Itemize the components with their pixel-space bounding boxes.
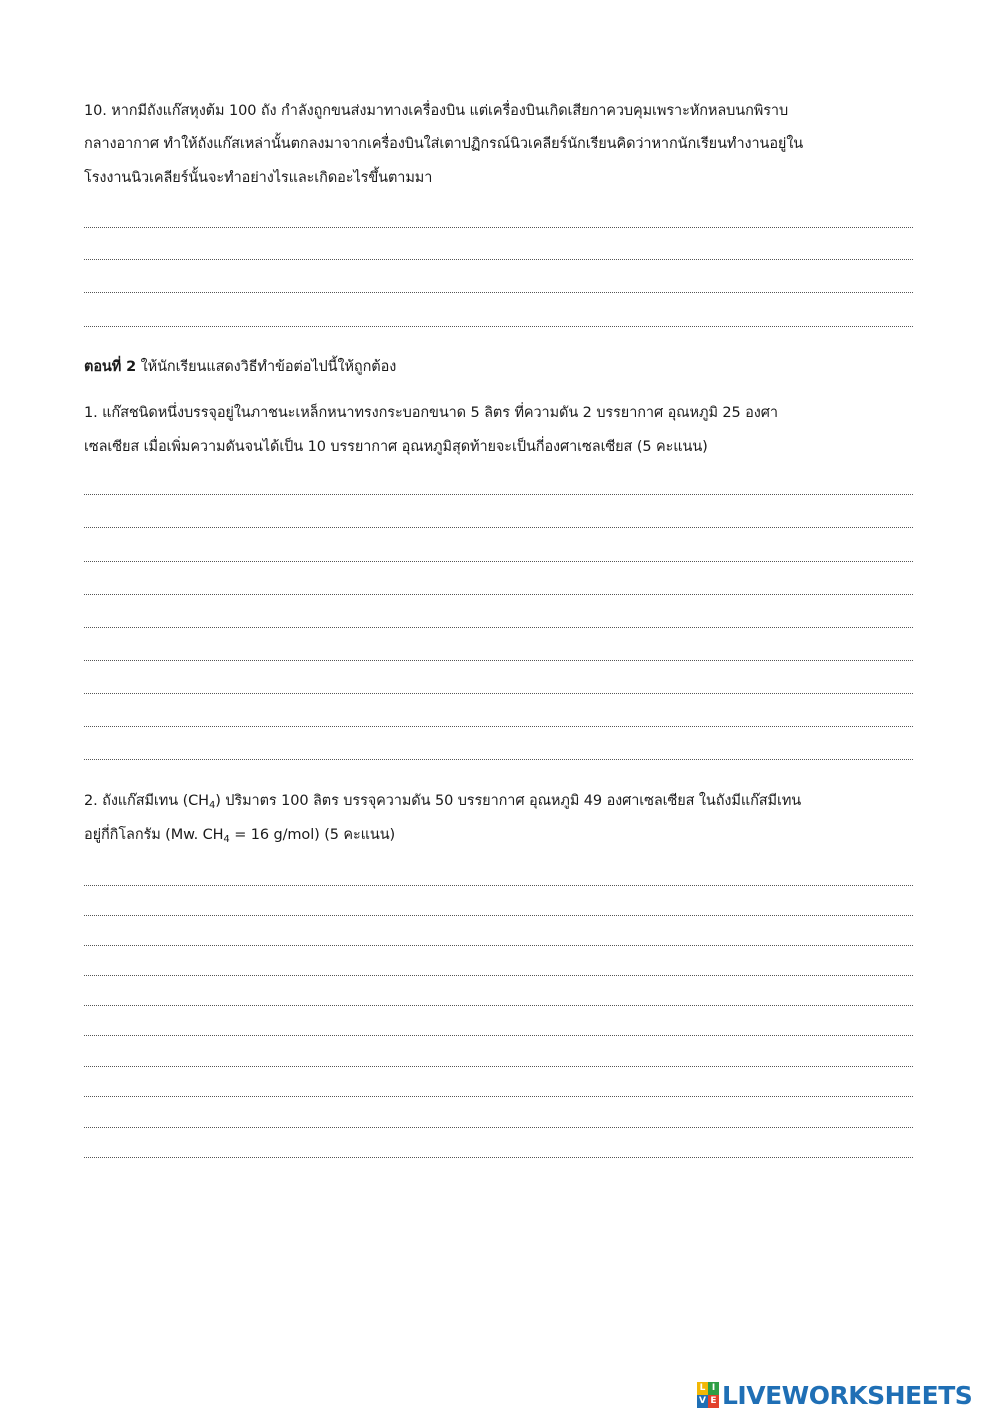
question-2-line-2: [84, 825, 395, 850]
answer-line[interactable]: [84, 726, 913, 727]
answer-line[interactable]: [84, 693, 913, 694]
part-2-heading: [84, 357, 396, 377]
answer-line[interactable]: [84, 885, 913, 886]
subscript-4: 4: [208, 800, 216, 811]
part-2-instruction: ให้นักเรียนแสดงวิธีทำข้อต่อไปนี้ให้ถูกต้อง: [136, 359, 397, 375]
liveworksheets-logo: [697, 1380, 972, 1410]
answer-line[interactable]: [84, 1035, 913, 1036]
answer-line[interactable]: [84, 1005, 913, 1006]
answer-line[interactable]: [84, 660, 913, 661]
answer-line[interactable]: [84, 1157, 913, 1158]
question-1-line-2: เซลเซียส เมื่อเพิ่มความดันจนได้เป็น 10 บรรยากาศ อุณหภูมิสุดท้ายจะเป็นกี่องศาเซลเซียส (5 คะแนน): [84, 439, 708, 455]
liveworksheets-logo-mark-icon: [697, 1382, 719, 1408]
answer-line[interactable]: [84, 1096, 913, 1097]
logo-text: LIVEWORKSHEETS: [722, 1380, 973, 1410]
question-2-line-2-post: = 16 g/mol) (5 คะแนน): [229, 827, 396, 843]
answer-line[interactable]: [84, 975, 913, 976]
question-10-line-3: โรงงานนิวเคลียร์นั้นจะทำอย่างไรและเกิดอะไรขึ้นตามมา: [84, 170, 433, 186]
answer-line[interactable]: [84, 1127, 913, 1128]
answer-line[interactable]: [84, 259, 913, 260]
answer-line[interactable]: [84, 627, 913, 628]
question-2-line-1-post: ) ปริมาตร 100 ลิตร บรรจุความดัน 50 บรรยากาศ อุณหภูมิ 49 องศาเซลเซียส ในถังมีแก๊สมีเทน: [215, 793, 802, 809]
logo-mark-letter: E: [708, 1395, 719, 1408]
answer-line[interactable]: [84, 945, 913, 946]
question-1-line-1: 1. แก๊สชนิดหนึ่งบรรจุอยู่ในภาชนะเหล็กหนาทรงกระบอกขนาด 5 ลิตร ที่ความดัน 2 บรรยากาศ อุณหภูมิ 25 องศา: [84, 405, 778, 421]
part-2-label: ตอนที่ 2: [84, 359, 137, 375]
answer-line[interactable]: [84, 292, 913, 293]
subscript-4: 4: [223, 834, 230, 845]
answer-line[interactable]: [84, 759, 913, 760]
answer-line[interactable]: [84, 594, 913, 595]
answer-line[interactable]: [84, 561, 913, 562]
logo-mark-letter: V: [697, 1395, 708, 1408]
answer-line[interactable]: [84, 326, 913, 327]
logo-mark-letter: I: [708, 1382, 719, 1395]
answer-line[interactable]: [84, 527, 913, 528]
question-2-line-1: [84, 791, 801, 816]
answer-line[interactable]: [84, 494, 913, 495]
logo-mark-letter: L: [697, 1382, 708, 1395]
question-10-line-2: กลางอากาศ ทำให้ถังแก๊สเหล่านั้นตกลงมาจากเครื่องบินใส่เตาปฏิกรณ์นิวเคลียร์นักเรียนคิดว่าหากนักเรียนทำงานอยู่ใน: [84, 136, 804, 152]
answer-line[interactable]: [84, 227, 913, 228]
answer-line[interactable]: [84, 1066, 913, 1067]
question-10-line-1: 10. หากมีถังแก๊สหุงต้ม 100 ถัง กำลังถูกขนส่งมาทางเครื่องบิน แต่เครื่องบินเกิดเสียกาควบคุมเพราะหักหลบนกพิราบ: [84, 103, 789, 119]
question-2-line-2-pre: อยู่กี่กิโลกรัม (Mw. CH: [84, 827, 224, 843]
question-2-line-1-pre: 2. ถังแก๊สมีเทน (CH: [84, 793, 209, 809]
answer-line[interactable]: [84, 915, 913, 916]
